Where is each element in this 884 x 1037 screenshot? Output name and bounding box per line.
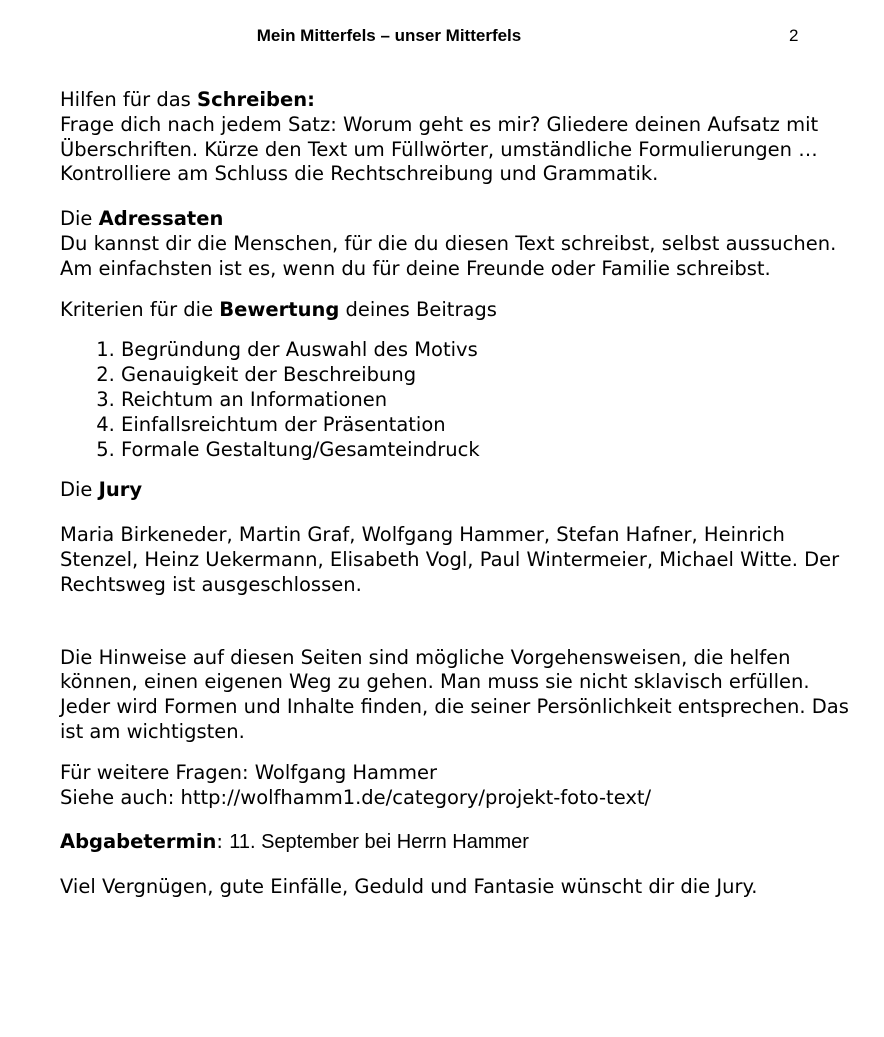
- abgabetermin: Abgabetermin: 11. September bei Herrn Hammer: [60, 830, 529, 854]
- schreiben-heading-bold: Schreiben:: [197, 88, 315, 111]
- siehe-auch-link: Siehe auch: http://wolfhamm1.de/category/projekt-foto-text/: [60, 785, 652, 809]
- abgabetermin-label: Abgabetermin: [60, 830, 217, 854]
- jury-heading: Die Jury: [60, 478, 143, 502]
- list-item: 3. Reichtum an Informationen: [121, 388, 850, 413]
- list-item: 5. Formale Gestaltung/Gesamteindruck: [121, 438, 850, 463]
- jury-heading-bold: Jury: [98, 478, 143, 502]
- schreiben-heading: Hilfen für das Schreiben:: [60, 88, 315, 111]
- document-body: [60, 88, 850, 900]
- fragen-contact: Für weitere Fragen: Wolfgang Hammer: [60, 760, 438, 784]
- jury-members: Maria Birkeneder, Martin Graf, Wolfgang Hammer, Stefan Hafner, Heinrich Stenzel, Heinz Uekermann, Elisabeth Vogl, Paul Wintermeier, Michael Witte. Der Rechtsweg ist ausgeschlossen.: [60, 523, 840, 596]
- adressaten-heading: Die Adressaten: [60, 207, 224, 231]
- schreiben-text: Frage dich nach jedem Satz: Worum geht es mir? Gliedere deinen Aufsatz mit Überschriften. Kürze den Text um Füllwörter, umständliche Formulierungen … Kontrolliere am Schluss die Rechtschreibung und Grammatik.: [60, 112, 819, 186]
- adressaten-text: Du kannst dir die Menschen, für die du diesen Text schreibst, selbst aussuchen. Am einfachsten ist es, wenn du für deine Freunde oder Familie schreibst.: [60, 231, 837, 280]
- bewertung-heading: Kriterien für die Bewertung deines Beitrags: [60, 297, 497, 321]
- abgabetermin-date: 11. September bei Herrn Hammer: [229, 831, 529, 854]
- list-item: 4. Einfallsreichtum der Präsentation: [121, 413, 850, 438]
- page-number: 2: [789, 26, 799, 45]
- list-item: 2. Genauigkeit der Beschreibung: [121, 363, 850, 388]
- hinweise-text: Die Hinweise auf diesen Seiten sind mögliche Vorgehensweisen, die helfen können, einen eigenen Weg zu gehen. Man muss sie nicht sklavisch erfüllen. Jeder wird Formen und Inhalte finden, die seiner Persönlichkeit entsprechen. Das ist am wichtigsten.: [60, 645, 849, 743]
- adressaten-heading-bold: Adressaten: [98, 207, 224, 231]
- bewertung-criteria-list: [60, 338, 850, 462]
- list-item: 1. Begründung der Auswahl des Motivs: [121, 338, 850, 363]
- bewertung-heading-bold: Bewertung: [219, 297, 340, 321]
- closing-text: Viel Vergnügen, gute Einfälle, Geduld und Fantasie wünscht dir die Jury.: [60, 875, 758, 899]
- page-header-title: Mein Mitterfels – unser Mitterfels: [256, 26, 522, 45]
